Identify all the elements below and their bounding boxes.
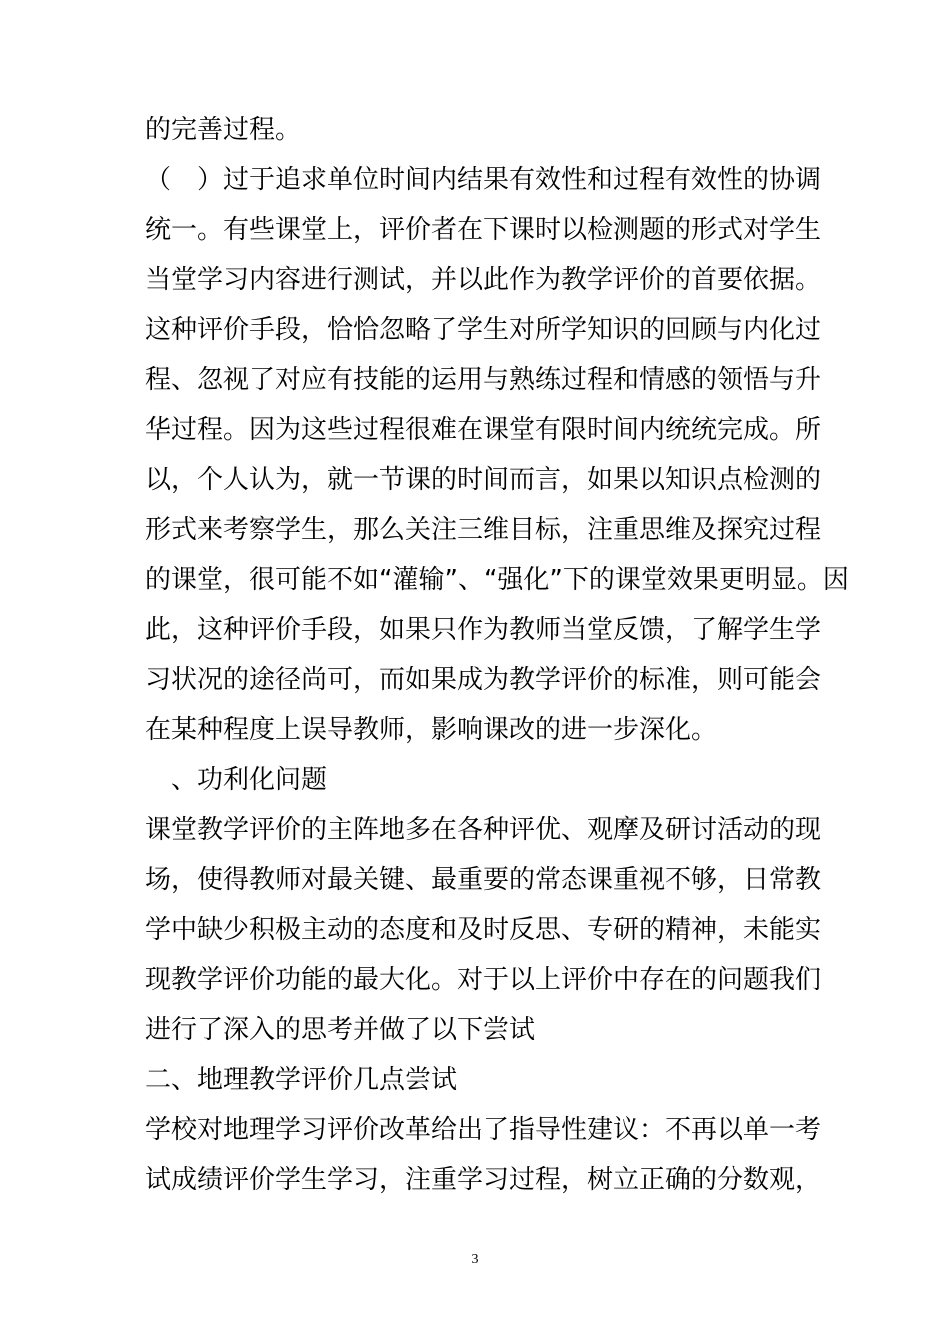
section-heading: 、功利化问题 [145,765,328,795]
text-line: 场，使得教师对最关键、最重要的常态课重视不够，日常教 [145,865,822,895]
text-line: 以，个人认为，就一节课的时间而言，如果以知识点检测的 [145,465,822,495]
text-line: 试成绩评价学生学习，注重学习过程，树立正确的分数观， [145,1165,822,1195]
text-line: 学中缺少积极主动的态度和及时反思、专研的精神，未能实 [145,915,822,945]
text-line: 这种评价手段，恰恰忽略了学生对所学知识的回顾与内化过 [145,315,822,345]
text-line: （ ）过于追求单位时间内结果有效性和过程有效性的协调 [145,165,822,195]
text-line: 进行了深入的思考并做了以下尝试 [145,1015,536,1045]
text-line: 的完善过程。 [145,115,302,145]
text-line: 的课堂，很可能不如“灌输”、“强化”下的课堂效果更明显。因 [145,565,849,595]
text-line: 形式来考察学生，那么关注三维目标，注重思维及探究过程 [145,515,822,545]
text-line: 此，这种评价手段，如果只作为教师当堂反馈，了解学生学 [145,615,822,645]
text-line: 程、忽视了对应有技能的运用与熟练过程和情感的领悟与升 [145,365,822,395]
text-line: 华过程。因为这些过程很难在课堂有限时间内统统完成。所 [145,415,822,445]
text-line: 在某种程度上误导教师，影响课改的进一步深化。 [145,715,718,745]
text-line: 统一。有些课堂上，评价者在下课时以检测题的形式对学生 [145,215,822,245]
text-line: 习状况的途径尚可，而如果成为教学评价的标准，则可能会 [145,665,822,695]
page-number: 3 [471,1252,479,1267]
text-line: 课堂教学评价的主阵地多在各种评优、观摩及研讨活动的现 [145,815,822,845]
text-line: 当堂学习内容进行测试，并以此作为教学评价的首要依据。 [145,265,822,295]
section-heading: 二、地理教学评价几点尝试 [145,1065,458,1095]
text-line: 学校对地理学习评价改革给出了指导性建议：不再以单一考 [145,1115,822,1145]
text-line: 现教学评价功能的最大化。对于以上评价中存在的问题我们 [145,965,822,995]
